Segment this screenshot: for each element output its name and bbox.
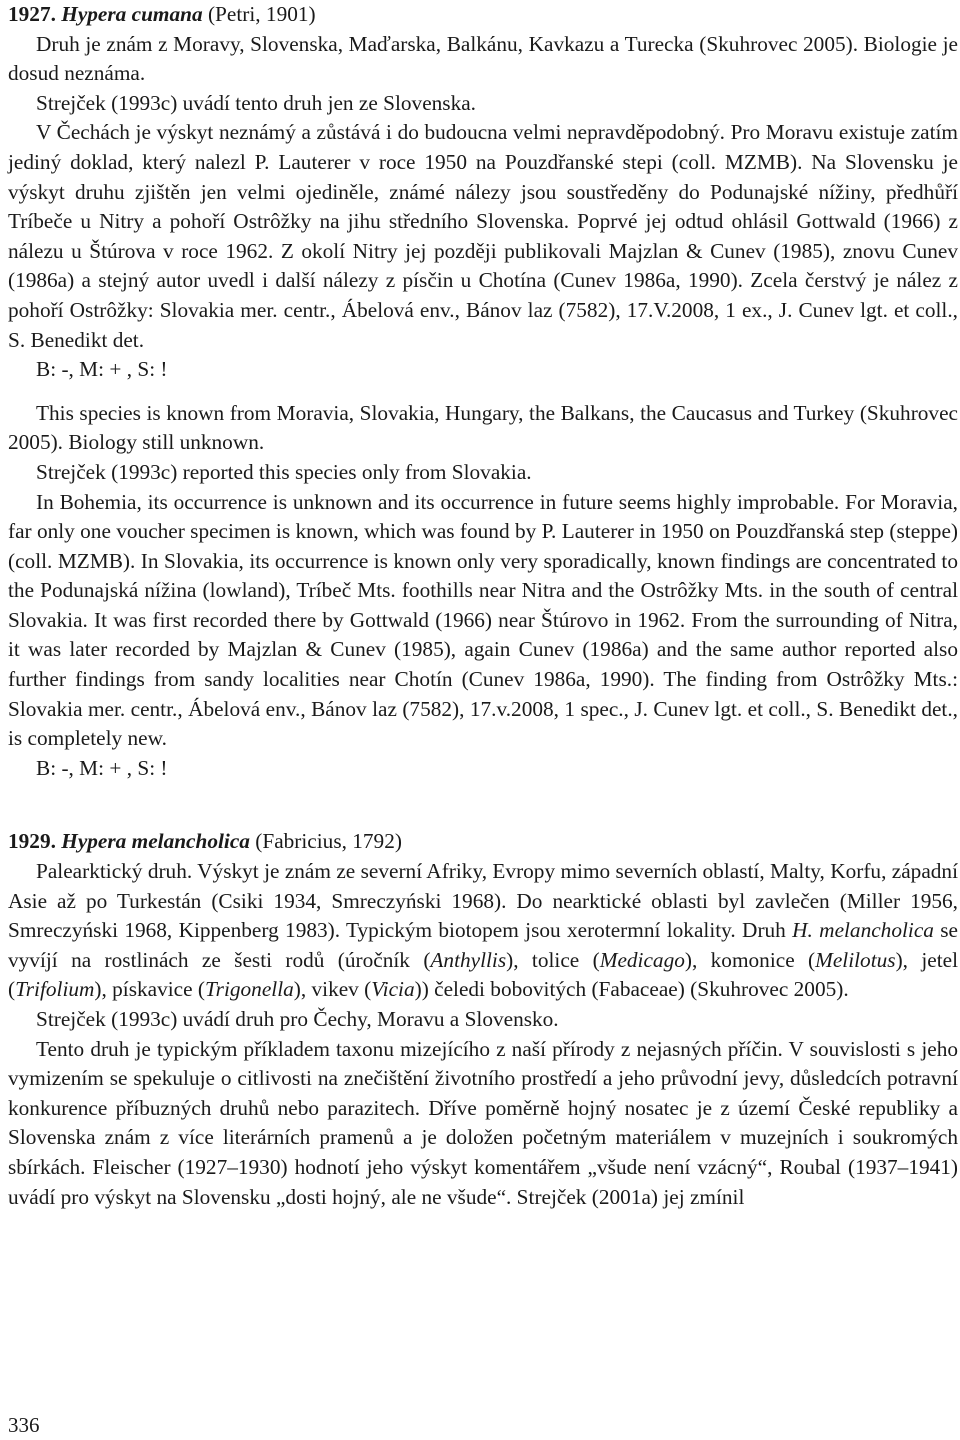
genus-italic: Trifolium: [15, 977, 95, 1002]
genus-italic: Medicago: [599, 947, 685, 972]
text-run: )) čeledi bobovitých (Fabaceae) (Skuhrovec 2005).: [414, 977, 849, 1002]
paragraph-english: In Bohemia, its occurrence is unknown and its occurrence in future seems highly improbable. For Moravia, far only one voucher specimen is known, which was found by P. Lauterer in 1950 on Pouzdřanská step (steppe) (coll. MZMB). In Slovakia, its occurrence is known only very sporadically, known findings are concentrated to the Podunajská nížina (lowland), Tríbeč Mts. foothills near Nitra and the Ostrôžky Mts. in the south of central Slovakia. It was first recorded there by Gottwald (1966) near Štúrovo in 1962. From the surrounding of Nitra, it was later recorded by Majzlan & Cunev (1985), again Cunev (1986a) and the same author reported also further findings from sandy localities near Chotín (Cunev 1986a, 1990). The finding from Ostrôžky Mts.: Slovakia mer. centr., Ábelová env., Bánov laz (7582), 17.v.2008, 1 spec., J. Cunev lgt. et coll., S. Benedikt det., is completely new.: [8, 489, 958, 751]
text-run: Palearktický druh. Výskyt je znám ze severní Afriky, Evropy mimo severních oblastí, Malty, Korfu, západní Asie až po Turkestán (Csiki 1934, Smreczyński 1968). Do nearktické oblasti byl zavlečen (Miller 1956, Smreczyński 1968, Kippenberg 1983). Typickým biotopem jsou xerotermní lokality. Druh: [8, 859, 958, 943]
entry-heading: [8, 827, 958, 857]
text-run: ), tolice (: [506, 947, 600, 972]
entry-number: 1927.: [8, 2, 56, 26]
text-run: ), pískavice (: [94, 977, 205, 1002]
species-author: (Fabricius, 1792): [249, 829, 402, 854]
entry-heading: [8, 0, 958, 30]
species-name: Hypera melancholica: [61, 829, 250, 854]
text-run: ), komonice (: [684, 947, 816, 972]
genus-italic: Melilotus: [815, 947, 896, 972]
page-number: 336: [8, 1413, 40, 1437]
genus-italic: Vicia: [371, 977, 415, 1002]
paragraph: Druh je znám z Moravy, Slovenska, Maďarska, Balkánu, Kavkazu a Turecka (Skuhrovec 2005). Biologie je dosud neznáma.: [8, 31, 958, 86]
genus-italic: Anthyllis: [430, 947, 507, 972]
text-run: se vyvíjí na rostlinách ze šesti rodů (úročník (: [8, 918, 958, 972]
page-text: [8, 0, 958, 1212]
spacer: [8, 783, 958, 827]
text-run: ), jetel (: [8, 947, 959, 1002]
distribution-code: B: -, M: + , S: !: [36, 755, 168, 780]
paragraph: Tento druh je typickým příkladem taxonu mizejícího z naší přírody z nejasných příčin. V souvislosti s jeho vymizením se spekuluje o citlivosti na znečištění životního prostředí a jeho průvodní jevy, důsledcích potravní konkurence příbuzných druhů nebo parazitech. Dříve poměrně hojný nosatec je z území České republiky a Slovenska znám z více literárních pramenů a je doložen početným materiálem v muzejních i soukromých sbírkách. Fleischer (1927–1930) hodnotí jeho výskyt komentářem „všude není vzácný“, Roubal (1937–1941) uvádí pro výskyt na Slovensku „dosti hojný, ale ne všude“. Strejček (2001a) jej zmínil: [8, 1036, 958, 1209]
paragraph: Strejček (1993c) uvádí druh pro Čechy, Moravu a Slovensko.: [36, 1007, 559, 1031]
spacer: [8, 385, 958, 399]
genus-italic: Trigonella: [205, 977, 294, 1002]
paragraph-english: Strejček (1993c) reported this species only from Slovakia.: [36, 459, 532, 484]
distribution-code: B: -, M: + , S: !: [36, 357, 168, 382]
entry-number: 1929.: [8, 829, 56, 854]
species-author: (Petri, 1901): [202, 2, 316, 26]
text-run: ), vikev (: [293, 977, 372, 1002]
paragraph-english: This species is known from Moravia, Slovakia, Hungary, the Balkans, the Caucasus and Turkey (Skuhrovec 2005). Biology still unknown.: [8, 400, 958, 455]
species-name: Hypera cumana: [61, 2, 203, 26]
paragraph: V Čechách je výskyt neznámý a zůstává i do budoucna velmi nepravděpodobný. Pro Moravu existuje zatím jediný doklad, který nalezl P. Lauterer v roce 1950 na Pouzdřanské stepi (coll. MZMB). Na Slovensku je výskyt druhu zjištěn jen velmi ojediněle, známé nálezy jsou soustředěny do Podunajské nížiny, předhůří Tríbeče u Nitry a pohoří Ostrôžky na jihu středního Slovenska. Poprvé jej odtud ohlásil Gottwald (1966) z nálezu u Štúrova v roce 1962. Z okolí Nitry jej později publikovali Majzlan & Cunev (1985), znovu Cunev (1986a) a stejný autor uvedl i další nálezy z písčin u Chotína (Cunev 1986a, 1990). Zcela čerstvý je nález z pohoří Ostrôžky: Slovakia mer. centr., Ábelová env., Bánov laz (7582), 17.V.2008, 1 ex., J. Cunev lgt. et coll., S. Benedikt det.: [8, 120, 958, 352]
paragraph: [8, 857, 958, 1005]
paragraph: Strejček (1993c) uvádí tento druh jen ze Slovenska.: [36, 90, 477, 115]
taxon-italic: H. melancholica: [792, 918, 934, 943]
